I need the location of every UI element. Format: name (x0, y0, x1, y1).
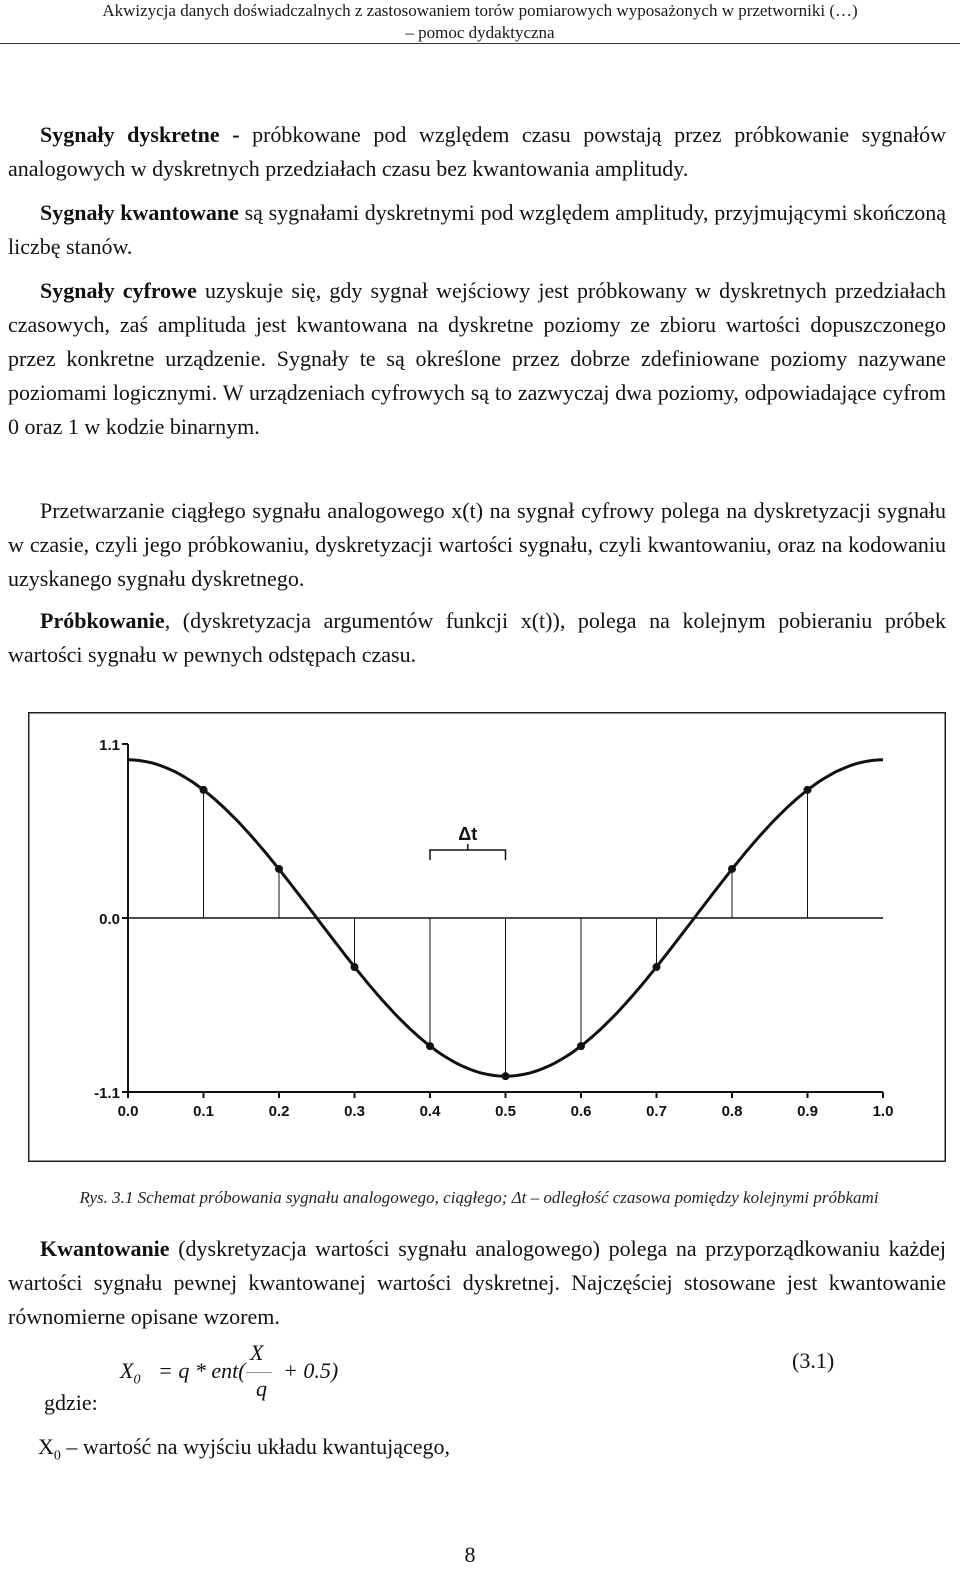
x-tick-label: 0.5 (495, 1103, 516, 1120)
sample-point (426, 1042, 434, 1050)
sample-point (653, 963, 661, 971)
paragraph-text: próbkowane pod względem czasu powstają przez próbkowanie sygnałów analogowych w dyskretnych przedziałach czasu bez kwantowania amplitudy. (8, 122, 946, 181)
paragraph-text: uzyskuje się, gdy sygnał wejściowy jest próbkowany w dyskretnych przedziałach czasowych, zaś amplituda jest kwantowana na dyskretne poziomy ze zbioru wartości dopuszczonego przez konkretne urządzenie. Sygnały te są określone przez dobrze zdefiniowane poziomy nazywane poziomami logicznymi. W urządzeniach cyfrowych są to zazwyczaj dwa poziomy, odpowiadające cyfrom 0 oraz 1 w kodzie binarnym. (8, 278, 946, 439)
x-tick-label: 0.3 (344, 1103, 365, 1120)
paragraph-discrete-signals (8, 118, 946, 186)
where-label: gdzie: (44, 1390, 98, 1415)
formula-number: (3.1) (792, 1348, 835, 1373)
sample-point (804, 786, 812, 794)
x-tick-label: 0.1 (193, 1103, 214, 1120)
term-discrete: Sygnały dyskretne - (40, 122, 240, 147)
delta-t-label: Δt (458, 824, 478, 844)
sample-point (200, 786, 208, 794)
figure-caption: Rys. 3.1 Schemat próbowania sygnału analogowego, ciągłego; Δt – odległość czasowa pomiędzy kolejnymi próbkami (79, 1188, 879, 1207)
header-rule (0, 43, 960, 44)
delta-t-bracket (430, 850, 506, 860)
sample-point (577, 1042, 585, 1050)
sample-point (502, 1072, 510, 1080)
paragraph-text: są sygnałami dyskretnymi pod względem amplitudy, przyjmującymi skończoną liczbę stanów. (8, 200, 946, 259)
sampling-chart (28, 712, 946, 1162)
x-tick-label: 1.0 (872, 1103, 894, 1120)
x-tick-label: 0.9 (797, 1103, 818, 1120)
page-header (0, 0, 960, 44)
term-digital: Sygnały cyfrowe (40, 278, 197, 303)
sampling-figure (28, 712, 946, 1162)
x0-definition: $X_0$ – wartość na wyjściu układu kwantującego, (38, 1434, 451, 1464)
paragraph-digital-signals (8, 274, 946, 444)
term-quantized: Sygnały kwantowane (40, 200, 239, 225)
quantization-formula (8, 1340, 946, 1430)
y-tick-label: -1.1 (94, 1085, 120, 1102)
x-tick-label: 0.7 (646, 1103, 667, 1120)
paragraph-text: (dyskretyzacja wartości sygnału analogowego) polega na przyporządkowaniu każdej wartości sygnału pewnej kwantowanej wartości dyskretnej. Najczęściej stosowane jest kwantowanie równomierne opisane wzorem. (8, 1236, 946, 1329)
page-number: 8 (464, 1542, 476, 1567)
formula-fraction-denominator: q (256, 1376, 267, 1401)
paragraph-quantization (8, 1232, 946, 1334)
x-tick-label: 0.6 (570, 1103, 592, 1120)
formula-fraction-numerator: X (250, 1340, 264, 1365)
x-tick-label: 0.8 (721, 1103, 743, 1120)
paragraph-text: , (dyskretyzacja argumentów funkcji x(t)), polega na kolejnym pobieraniu próbek wartości sygnału w pewnych odstępach czasu. (8, 608, 946, 667)
header-title: Akwizycja danych doświadczalnych z zastosowaniem torów pomiarowych wyposażonych w przetworniki (…) (102, 1, 858, 20)
y-tick-label: 0.0 (99, 911, 120, 928)
sample-point (351, 963, 359, 971)
formula-lhs: $X_0$ (120, 1358, 141, 1388)
formula-rhs: = q * ent( + 0.5) (158, 1358, 339, 1383)
formula-fraction-line (246, 1372, 272, 1373)
sample-point (728, 865, 736, 873)
paragraph-text: Przetwarzanie ciągłego sygnału analogowego x(t) na sygnał cyfrowy polega na dyskretyzacji sygnału w czasie, czyli jego próbkowaniu, dyskretyzacji wartości sygnału, czyli kwantowaniu, oraz na kodowaniu uzyskanego sygnału dyskretnego. (8, 498, 946, 591)
term-quantization: Kwantowanie (40, 1236, 170, 1261)
paragraph-processing (8, 494, 946, 596)
header-subtitle: – pomoc dydaktyczna (405, 23, 555, 42)
sample-point (275, 865, 283, 873)
paragraph-quantized-signals (8, 196, 946, 264)
x-tick-label: 0.4 (419, 1103, 441, 1120)
term-sampling: Próbkowanie (40, 608, 165, 633)
x-tick-label: 0.2 (268, 1103, 290, 1120)
y-tick-label: 1.1 (99, 737, 120, 754)
paragraph-sampling (8, 604, 946, 672)
x-tick-label: 0.0 (117, 1103, 139, 1120)
